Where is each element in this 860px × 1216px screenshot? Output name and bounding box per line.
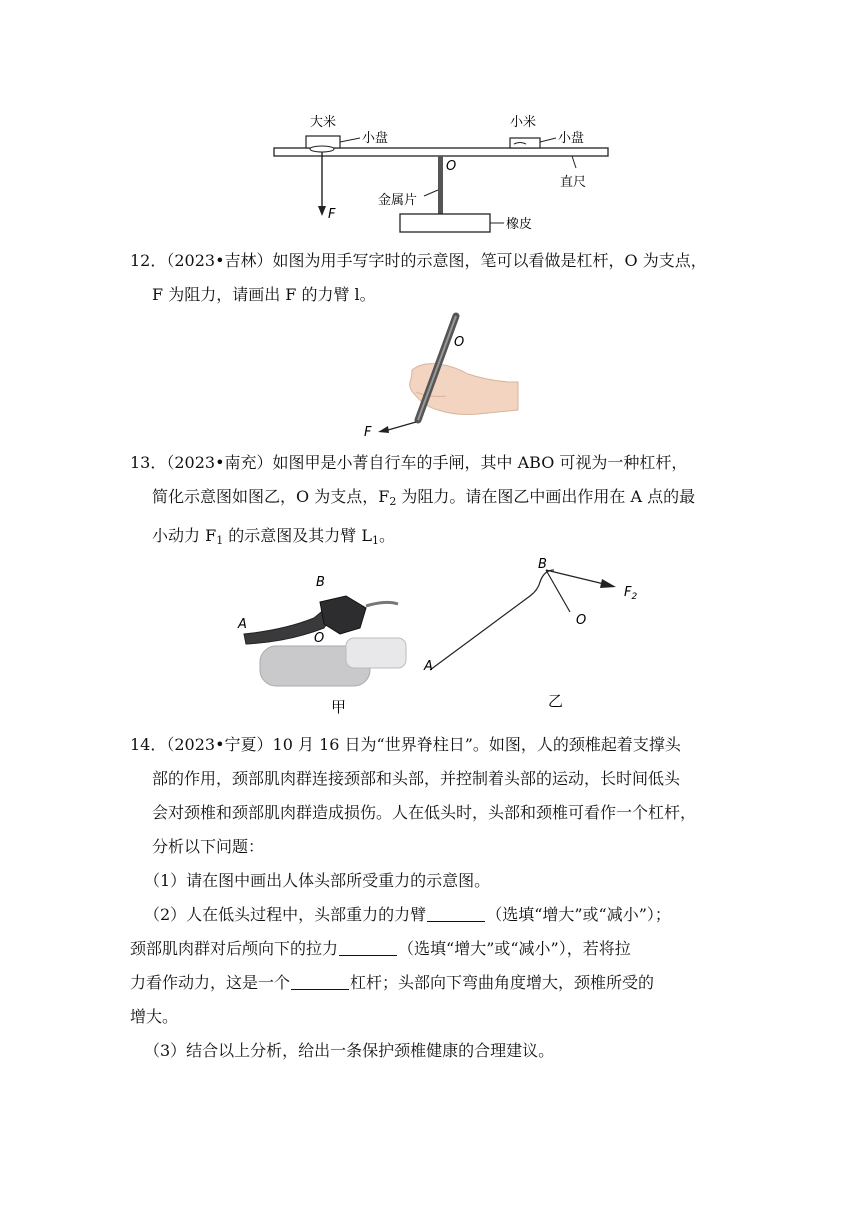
q13-line1 xyxy=(130,446,730,480)
q14-line3: 会对颈椎和颈部肌肉群造成损伤。人在低头时，头部和颈椎可看作一个杠杆， xyxy=(152,803,697,822)
label-metal: 金属片 xyxy=(378,193,418,208)
q12-line1 xyxy=(130,244,730,278)
q12-text1: （2023•吉林）如图为用手写字时的示意图，笔可以看做是杠杆，O 为支点， xyxy=(166,251,707,270)
label-ruler: 直尺 xyxy=(560,175,587,190)
figure-lever-schematic xyxy=(420,552,650,712)
blank-2[interactable] xyxy=(339,937,397,956)
right-plate-box xyxy=(510,138,540,148)
label-force: F xyxy=(328,207,336,222)
label-B2: B xyxy=(538,557,547,572)
figure-hand-pen xyxy=(360,312,520,440)
caption-jia: 甲 xyxy=(331,698,347,716)
force-f2-arrowhead xyxy=(600,579,616,588)
label-F2: $F_2$ xyxy=(624,585,638,602)
q13-text1: （2023•南充）如图甲是小菁自行车的手闸，其中 ABO 可视为一种杠杆， xyxy=(166,453,688,472)
label-O2: O xyxy=(576,613,587,628)
label-plate-right: 小盘 xyxy=(558,131,585,146)
label-rice-big: 大米 xyxy=(310,115,337,130)
lever-body xyxy=(320,596,366,634)
label-A: A xyxy=(238,617,247,632)
q14-line2: 部的作用，颈部肌肉群连接颈部和头部，并控制着头部的运动，长时间低头 xyxy=(152,769,681,788)
q13-line3: 小动力 $F_1$ 的示意图及其力臂 $L_1$。 xyxy=(152,526,396,547)
label-rice-small: 小米 xyxy=(510,115,537,130)
label-A2: A xyxy=(424,659,433,674)
eraser-block xyxy=(400,214,490,232)
left-plate xyxy=(310,146,334,152)
q12-line2: F 为阻力，请画出 F 的力臂 l。 xyxy=(152,285,376,304)
q14-number: 14． xyxy=(130,735,167,754)
q13-line2: 简化示意图如图乙，O 为支点，$F_2$ 为阻力。请在图乙中画出作用在 A 点的最 xyxy=(152,487,696,508)
q14-line1 xyxy=(130,728,730,762)
figure-brake-lever xyxy=(230,570,420,720)
q14-part1: （1）请在图中画出人体头部所受重力的示意图。 xyxy=(144,871,491,890)
force-line xyxy=(388,422,416,430)
question-12 xyxy=(130,244,730,312)
bo-line xyxy=(546,570,570,612)
metal-strip xyxy=(438,156,443,214)
q14-part2-line2: 颈部肌肉群对后颅向下的拉力 （选填“增大”或“减小”），若将拉 xyxy=(130,939,631,958)
q14-part2-line3: 力看作动力，这是一个 杠杆；头部向下弯曲角度增大，颈椎所受的 xyxy=(130,973,655,992)
q12-number: 12． xyxy=(130,251,167,270)
q14-part2-line4: 增大。 xyxy=(130,1007,179,1026)
q14-line4: 分析以下问题： xyxy=(152,837,265,856)
force-f2-line xyxy=(546,570,604,584)
q14-text1: （2023•宁夏）10 月 16 日为“世界脊柱日”。如图，人的颈椎起着支撑头 xyxy=(166,735,681,754)
q14-part3: （3）结合以上分析，给出一条保护颈椎健康的合理建议。 xyxy=(144,1041,555,1060)
label-B: B xyxy=(316,575,325,590)
blank-1[interactable] xyxy=(427,903,485,922)
label-plate-left: 小盘 xyxy=(362,131,389,146)
caption-yi: 乙 xyxy=(548,692,564,710)
force-arrowhead xyxy=(378,426,389,433)
blank-3[interactable] xyxy=(291,971,349,990)
label-O: O xyxy=(314,631,325,646)
figure-ruler-balance xyxy=(260,104,620,238)
question-13 xyxy=(130,446,730,558)
force-arrowhead xyxy=(318,206,326,216)
label-eraser: 橡皮 xyxy=(506,217,533,232)
label-pivot: O xyxy=(454,335,465,350)
question-14 xyxy=(130,728,730,1068)
lever-line xyxy=(430,570,554,670)
q14-part2-line1: （2）人在低头过程中，头部重力的力臂 （选填“增大”或“减小”）； xyxy=(144,905,671,924)
label-pivot: O xyxy=(446,159,457,174)
q13-number: 13． xyxy=(130,453,167,472)
label-force: F xyxy=(364,425,372,440)
